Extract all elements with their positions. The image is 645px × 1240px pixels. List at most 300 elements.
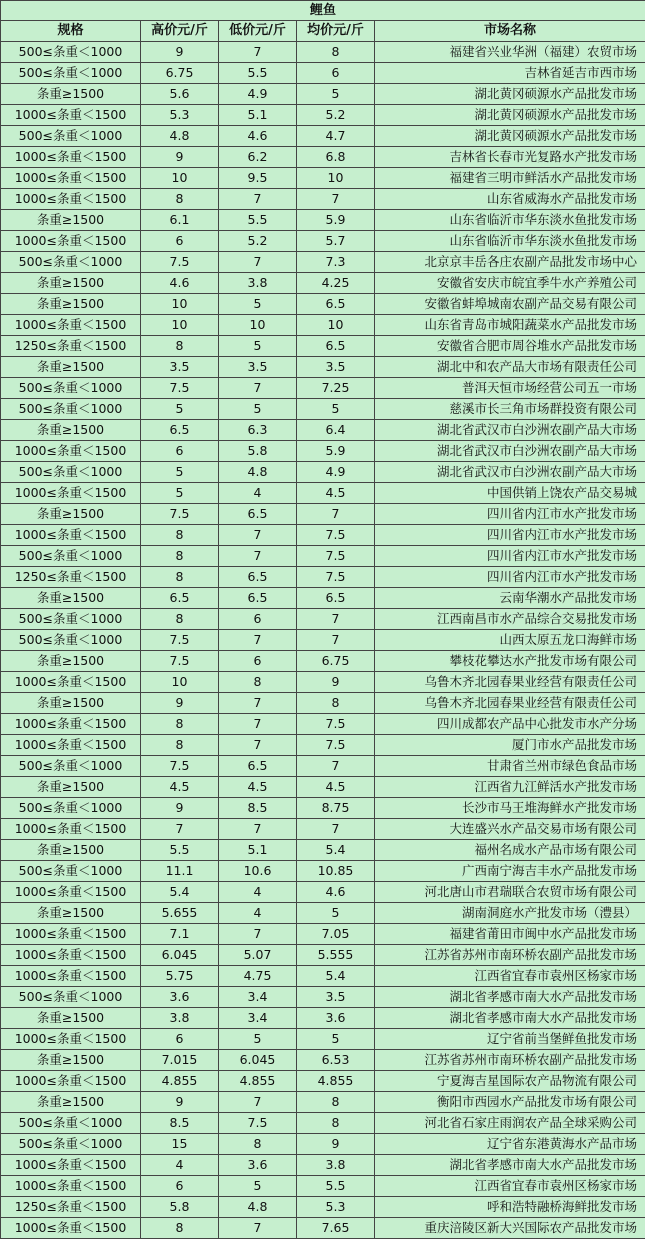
cell-low-price: 4.9 [219,84,297,105]
cell-spec: 500≤条重＜1000 [1,756,141,777]
cell-spec: 500≤条重＜1000 [1,798,141,819]
cell-avg-price: 8.75 [297,798,375,819]
cell-spec: 500≤条重＜1000 [1,609,141,630]
cell-high-price: 5.5 [141,840,219,861]
cell-low-price: 3.4 [219,1008,297,1029]
table-row [1,42,645,63]
cell-low-price: 4.855 [219,1071,297,1092]
cell-avg-price: 7 [297,609,375,630]
cell-market: 辽宁省前当堡鲜鱼批发市场 [375,1029,645,1050]
cell-market: 江西省九江鲜活水产批发市场 [375,777,645,798]
cell-market: 湖南洞庭水产批发市场（澧县） [375,903,645,924]
cell-low-price: 6.3 [219,420,297,441]
cell-spec: 条重≥1500 [1,903,141,924]
cell-low-price: 6 [219,651,297,672]
cell-market: 山西太原五龙口海鲜市场 [375,630,645,651]
table-row [1,882,645,903]
cell-low-price: 3.5 [219,357,297,378]
cell-spec: 条重≥1500 [1,588,141,609]
table-row [1,1113,645,1134]
cell-market: 河北唐山市君瑞联合农贸市场有限公司 [375,882,645,903]
cell-market: 安徽省合肥市周谷堆水产品批发市场 [375,336,645,357]
cell-high-price: 5 [141,483,219,504]
cell-market: 四川省内江市水产批发市场 [375,546,645,567]
table-row [1,378,645,399]
cell-market: 湖北黄冈硕源水产品批发市场 [375,105,645,126]
cell-spec: 1000≤条重＜1500 [1,483,141,504]
table-row [1,84,645,105]
cell-market: 山东省临沂市华东淡水鱼批发市场 [375,210,645,231]
cell-low-price: 7 [219,924,297,945]
cell-market: 湖北黄冈硕源水产品批发市场 [375,126,645,147]
cell-market: 宁夏海吉星国际农产品物流有限公司 [375,1071,645,1092]
cell-avg-price: 5 [297,84,375,105]
table-row [1,126,645,147]
cell-market: 乌鲁木齐北园春果业经营有限责任公司 [375,693,645,714]
table-row [1,840,645,861]
cell-spec: 条重≥1500 [1,693,141,714]
cell-spec: 1000≤条重＜1500 [1,1071,141,1092]
cell-high-price: 10 [141,315,219,336]
cell-market: 云南华潮水产品批发市场 [375,588,645,609]
table-row [1,231,645,252]
cell-avg-price: 5.9 [297,441,375,462]
cell-low-price: 5.5 [219,210,297,231]
cell-market: 广西南宁海吉丰水产品批发市场 [375,861,645,882]
cell-spec: 1000≤条重＜1500 [1,189,141,210]
cell-high-price: 8 [141,735,219,756]
cell-low-price: 4 [219,882,297,903]
cell-high-price: 5 [141,462,219,483]
cell-low-price: 7 [219,378,297,399]
cell-market: 衡阳市西园水产品批发市场有限公司 [375,1092,645,1113]
cell-low-price: 10.6 [219,861,297,882]
cell-high-price: 9 [141,42,219,63]
table-row [1,987,645,1008]
table-row [1,483,645,504]
table-row [1,441,645,462]
cell-spec: 条重≥1500 [1,357,141,378]
cell-low-price: 4.8 [219,1197,297,1218]
cell-high-price: 8.5 [141,1113,219,1134]
cell-low-price: 4 [219,903,297,924]
cell-avg-price: 6.8 [297,147,375,168]
cell-low-price: 7 [219,714,297,735]
title-row [1,1,645,21]
cell-avg-price: 7 [297,819,375,840]
cell-spec: 1000≤条重＜1500 [1,441,141,462]
cell-low-price: 6.2 [219,147,297,168]
cell-spec: 条重≥1500 [1,1008,141,1029]
cell-avg-price: 3.6 [297,1008,375,1029]
cell-high-price: 9 [141,798,219,819]
cell-high-price: 6.75 [141,63,219,84]
cell-high-price: 4.855 [141,1071,219,1092]
table-row [1,1197,645,1218]
header-row [1,21,645,42]
cell-spec: 1000≤条重＜1500 [1,1155,141,1176]
cell-market: 湖北省武汉市白沙洲农副产品大市场 [375,441,645,462]
cell-market: 甘肃省兰州市绿色食品市场 [375,756,645,777]
cell-low-price: 7 [219,252,297,273]
cell-high-price: 9 [141,1092,219,1113]
cell-low-price: 9.5 [219,168,297,189]
cell-avg-price: 6.5 [297,294,375,315]
cell-avg-price: 8 [297,693,375,714]
cell-low-price: 7 [219,1092,297,1113]
cell-market: 四川省内江市水产批发市场 [375,567,645,588]
table-row [1,861,645,882]
table-row [1,462,645,483]
cell-market: 湖北省孝感市南大水产品批发市场 [375,987,645,1008]
cell-spec: 条重≥1500 [1,1092,141,1113]
cell-spec: 1250≤条重＜1500 [1,1197,141,1218]
cell-avg-price: 8 [297,42,375,63]
cell-spec: 1000≤条重＜1500 [1,105,141,126]
cell-market: 江苏省苏州市南环桥农副产品批发市场 [375,945,645,966]
table-title: 鲤鱼 [1,1,645,21]
cell-spec: 条重≥1500 [1,420,141,441]
cell-high-price: 8 [141,546,219,567]
cell-high-price: 10 [141,672,219,693]
cell-avg-price: 4.5 [297,483,375,504]
cell-low-price: 3.6 [219,1155,297,1176]
table-row [1,630,645,651]
cell-avg-price: 4.855 [297,1071,375,1092]
cell-spec: 1000≤条重＜1500 [1,735,141,756]
cell-spec: 1000≤条重＜1500 [1,1029,141,1050]
cell-low-price: 8 [219,672,297,693]
cell-market: 湖北省孝感市南大水产品批发市场 [375,1155,645,1176]
cell-market: 湖北省武汉市白沙洲农副产品大市场 [375,420,645,441]
table-row [1,294,645,315]
cell-high-price: 3.6 [141,987,219,1008]
cell-high-price: 5.655 [141,903,219,924]
cell-low-price: 5.1 [219,105,297,126]
cell-avg-price: 7.5 [297,735,375,756]
cell-low-price: 5 [219,336,297,357]
cell-low-price: 7.5 [219,1113,297,1134]
cell-low-price: 6.5 [219,588,297,609]
cell-avg-price: 4.7 [297,126,375,147]
cell-spec: 1000≤条重＜1500 [1,924,141,945]
cell-low-price: 7 [219,189,297,210]
header-high-price: 高价元/斤 [141,21,219,42]
cell-low-price: 6.5 [219,756,297,777]
table-row [1,1029,645,1050]
cell-market: 吉林省长春市光复路水产批发市场 [375,147,645,168]
cell-high-price: 8 [141,525,219,546]
table-row [1,1176,645,1197]
cell-high-price: 7.5 [141,630,219,651]
cell-high-price: 4 [141,1155,219,1176]
cell-avg-price: 4.5 [297,777,375,798]
cell-avg-price: 10.85 [297,861,375,882]
cell-avg-price: 10 [297,168,375,189]
cell-avg-price: 5.4 [297,966,375,987]
cell-avg-price: 5.9 [297,210,375,231]
cell-avg-price: 5.3 [297,1197,375,1218]
cell-high-price: 8 [141,609,219,630]
cell-market: 吉林省延吉市西市场 [375,63,645,84]
cell-spec: 500≤条重＜1000 [1,252,141,273]
cell-low-price: 4.8 [219,462,297,483]
cell-low-price: 5.8 [219,441,297,462]
cell-spec: 500≤条重＜1000 [1,861,141,882]
cell-high-price: 9 [141,147,219,168]
cell-high-price: 10 [141,168,219,189]
cell-market: 攀枝花攀达水产批发市场有限公司 [375,651,645,672]
cell-market: 长沙市马王堆海鲜水产批发市场 [375,798,645,819]
table-row [1,672,645,693]
cell-low-price: 7 [219,819,297,840]
cell-avg-price: 6.5 [297,336,375,357]
cell-spec: 500≤条重＜1000 [1,126,141,147]
table-row [1,1071,645,1092]
cell-high-price: 8 [141,1218,219,1239]
cell-market: 安徽省蚌埠城南农副产品交易有限公司 [375,294,645,315]
cell-high-price: 15 [141,1134,219,1155]
cell-high-price: 6.5 [141,588,219,609]
cell-spec: 1000≤条重＜1500 [1,714,141,735]
cell-low-price: 4.5 [219,777,297,798]
table-row [1,189,645,210]
cell-low-price: 5.07 [219,945,297,966]
cell-avg-price: 5.7 [297,231,375,252]
table-row [1,588,645,609]
table-row [1,525,645,546]
cell-spec: 500≤条重＜1000 [1,630,141,651]
cell-spec: 条重≥1500 [1,840,141,861]
table-row [1,63,645,84]
cell-market: 江西省宜春市袁州区杨家市场 [375,1176,645,1197]
table-row [1,651,645,672]
cell-market: 慈溪市长三角市场群投资有限公司 [375,399,645,420]
table-row [1,252,645,273]
cell-high-price: 8 [141,567,219,588]
cell-high-price: 7.5 [141,252,219,273]
table-row [1,168,645,189]
cell-avg-price: 3.5 [297,987,375,1008]
table-row [1,924,645,945]
table-row [1,420,645,441]
table-row [1,1155,645,1176]
cell-avg-price: 9 [297,1134,375,1155]
cell-market: 安徽省安庆市皖宜季牛水产养殖公司 [375,273,645,294]
cell-avg-price: 7.5 [297,525,375,546]
cell-high-price: 10 [141,294,219,315]
cell-avg-price: 4.6 [297,882,375,903]
cell-spec: 条重≥1500 [1,294,141,315]
cell-high-price: 7.1 [141,924,219,945]
table-row [1,105,645,126]
table-row [1,735,645,756]
cell-avg-price: 5.4 [297,840,375,861]
table-row [1,798,645,819]
cell-market: 福州名成水产品市场有限公司 [375,840,645,861]
cell-avg-price: 7 [297,504,375,525]
cell-market: 乌鲁木齐北园春果业经营有限责任公司 [375,672,645,693]
cell-spec: 500≤条重＜1000 [1,987,141,1008]
cell-low-price: 5 [219,294,297,315]
cell-spec: 条重≥1500 [1,504,141,525]
cell-low-price: 5 [219,1176,297,1197]
table-row [1,756,645,777]
cell-avg-price: 4.25 [297,273,375,294]
cell-high-price: 5.3 [141,105,219,126]
cell-low-price: 5 [219,1029,297,1050]
cell-low-price: 7 [219,735,297,756]
cell-spec: 1000≤条重＜1500 [1,1176,141,1197]
cell-low-price: 7 [219,1218,297,1239]
cell-spec: 500≤条重＜1000 [1,546,141,567]
cell-market: 山东省威海水产品批发市场 [375,189,645,210]
cell-spec: 条重≥1500 [1,210,141,231]
table-row [1,546,645,567]
table-row [1,315,645,336]
cell-low-price: 4.75 [219,966,297,987]
cell-avg-price: 5 [297,1029,375,1050]
cell-low-price: 7 [219,630,297,651]
table-body [1,1,645,1239]
cell-spec: 条重≥1500 [1,273,141,294]
table-row [1,945,645,966]
cell-market: 福建省三明市鲜活水产品批发市场 [375,168,645,189]
cell-avg-price: 7 [297,630,375,651]
cell-low-price: 7 [219,525,297,546]
cell-low-price: 7 [219,42,297,63]
table-row [1,966,645,987]
cell-avg-price: 3.5 [297,357,375,378]
cell-spec: 1250≤条重＜1500 [1,567,141,588]
cell-market: 普洱天恒市场经营公司五一市场 [375,378,645,399]
cell-high-price: 7.5 [141,651,219,672]
cell-high-price: 7.5 [141,756,219,777]
cell-spec: 500≤条重＜1000 [1,1134,141,1155]
cell-spec: 1000≤条重＜1500 [1,231,141,252]
cell-low-price: 5 [219,399,297,420]
cell-spec: 条重≥1500 [1,651,141,672]
cell-high-price: 4.8 [141,126,219,147]
cell-spec: 500≤条重＜1000 [1,63,141,84]
cell-avg-price: 7.65 [297,1218,375,1239]
cell-market: 江西南昌市水产品综合交易批发市场 [375,609,645,630]
cell-spec: 1250≤条重＜1500 [1,336,141,357]
cell-market: 河北省石家庄雨润农产品全球采购公司 [375,1113,645,1134]
cell-low-price: 7 [219,693,297,714]
cell-spec: 1000≤条重＜1500 [1,672,141,693]
cell-low-price: 5.2 [219,231,297,252]
cell-low-price: 5.1 [219,840,297,861]
cell-avg-price: 5.555 [297,945,375,966]
cell-market: 四川省内江市水产批发市场 [375,504,645,525]
cell-avg-price: 7.3 [297,252,375,273]
header-low-price: 低价元/斤 [219,21,297,42]
cell-avg-price: 5 [297,399,375,420]
cell-avg-price: 5.2 [297,105,375,126]
cell-market: 湖北中和农产品大市场有限责任公司 [375,357,645,378]
table-row [1,399,645,420]
table-row [1,903,645,924]
table-row [1,609,645,630]
cell-high-price: 11.1 [141,861,219,882]
header-market: 市场名称 [375,21,645,42]
cell-spec: 1000≤条重＜1500 [1,882,141,903]
cell-low-price: 4.6 [219,126,297,147]
cell-high-price: 5.8 [141,1197,219,1218]
cell-low-price: 3.4 [219,987,297,1008]
cell-high-price: 5.4 [141,882,219,903]
cell-avg-price: 5 [297,903,375,924]
cell-spec: 条重≥1500 [1,777,141,798]
cell-market: 北京京丰岳各庄农副产品批发市场中心 [375,252,645,273]
cell-market: 湖北省武汉市白沙洲农副产品大市场 [375,462,645,483]
cell-spec: 1000≤条重＜1500 [1,819,141,840]
header-spec: 规格 [1,21,141,42]
cell-high-price: 7 [141,819,219,840]
cell-avg-price: 6.4 [297,420,375,441]
cell-spec: 1000≤条重＜1500 [1,147,141,168]
cell-avg-price: 10 [297,315,375,336]
table-row [1,210,645,231]
cell-high-price: 4.6 [141,273,219,294]
cell-high-price: 9 [141,693,219,714]
cell-low-price: 6 [219,609,297,630]
cell-high-price: 5.6 [141,84,219,105]
cell-market: 中国供销上饶农产品交易城 [375,483,645,504]
cell-avg-price: 6.53 [297,1050,375,1071]
table-row [1,504,645,525]
cell-avg-price: 8 [297,1092,375,1113]
table-row [1,336,645,357]
cell-low-price: 6.5 [219,567,297,588]
cell-market: 四川省内江市水产批发市场 [375,525,645,546]
cell-avg-price: 7.25 [297,378,375,399]
cell-spec: 1000≤条重＜1500 [1,1218,141,1239]
cell-high-price: 6.045 [141,945,219,966]
cell-high-price: 8 [141,336,219,357]
table-row [1,357,645,378]
cell-spec: 条重≥1500 [1,1050,141,1071]
table-row [1,1050,645,1071]
cell-low-price: 8.5 [219,798,297,819]
cell-low-price: 7 [219,546,297,567]
cell-avg-price: 7.5 [297,567,375,588]
cell-high-price: 7.5 [141,504,219,525]
cell-low-price: 6.5 [219,504,297,525]
table-row [1,147,645,168]
cell-low-price: 4 [219,483,297,504]
cell-market: 福建省兴业华洲（福建）农贸市场 [375,42,645,63]
cell-high-price: 6.5 [141,420,219,441]
cell-avg-price: 7.5 [297,546,375,567]
cell-avg-price: 9 [297,672,375,693]
table-row [1,1134,645,1155]
cell-market: 辽宁省东港黄海水产品市场 [375,1134,645,1155]
cell-low-price: 6.045 [219,1050,297,1071]
table-row [1,1008,645,1029]
cell-high-price: 8 [141,189,219,210]
cell-high-price: 3.8 [141,1008,219,1029]
cell-market: 湖北省孝感市南大水产品批发市场 [375,1008,645,1029]
cell-high-price: 6 [141,441,219,462]
cell-high-price: 5.75 [141,966,219,987]
cell-avg-price: 4.9 [297,462,375,483]
cell-avg-price: 7 [297,189,375,210]
cell-high-price: 6 [141,1176,219,1197]
cell-avg-price: 3.8 [297,1155,375,1176]
cell-high-price: 6.1 [141,210,219,231]
